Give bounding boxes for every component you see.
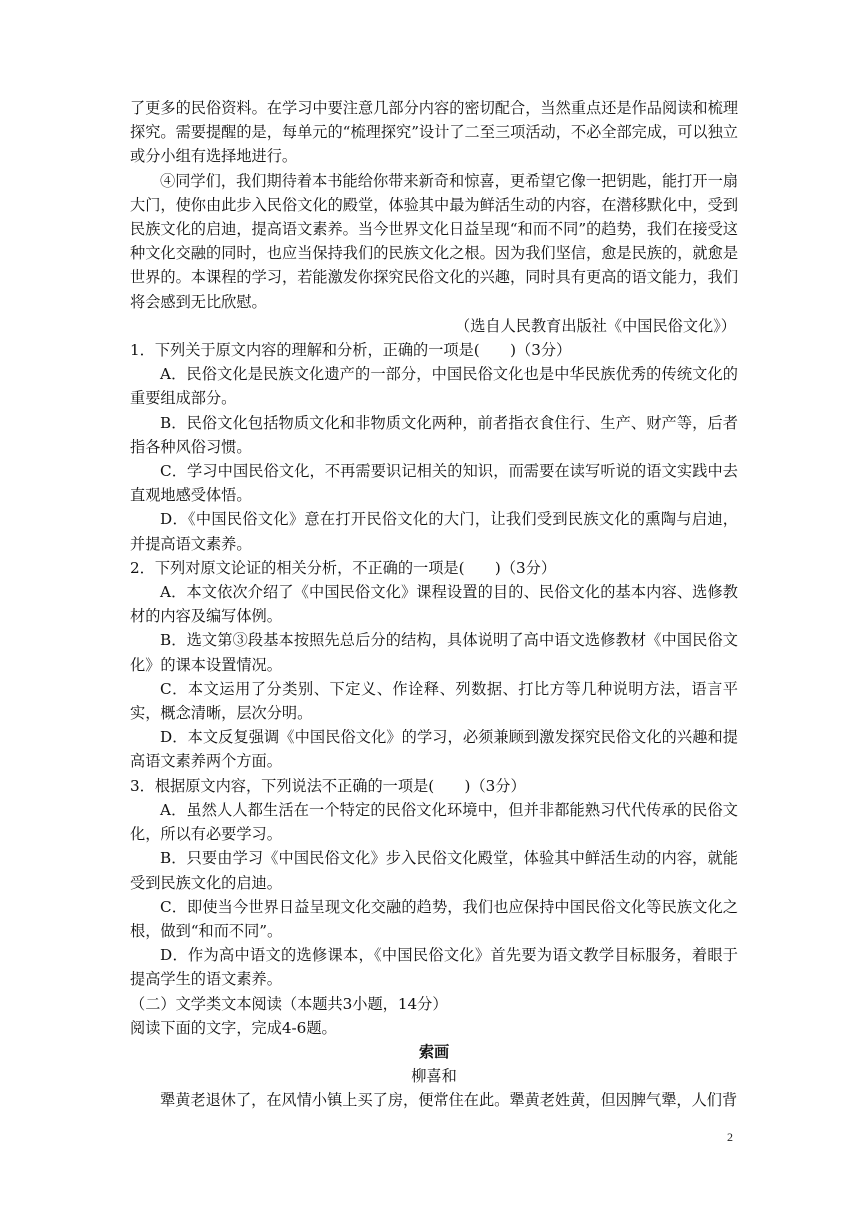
section-2-instruction: 阅读下面的文字，完成4-6题。 bbox=[130, 1018, 337, 1037]
source-citation: （选自人民教育出版社《中国民俗文化》） bbox=[455, 316, 736, 335]
question-1-option-b: B．民俗文化包括物质文化和非物质文化两种，前者指衣食住行、生产、财产等，后者指各种风俗习惯。 bbox=[130, 413, 738, 456]
question-3-option-c: C．即使当今世界日益呈现文化交融的趋势，我们也应保持中国民俗文化等民族文化之根，做到“和而不同”。 bbox=[130, 897, 738, 940]
question-2-option-d: D．本文反复强调《中国民俗文化》的学习，必须兼顾到激发探究民俗文化的兴趣和提高语文素养两个方面。 bbox=[130, 728, 738, 771]
question-1-option-a: A．民俗文化是民族文化遗产的一部分，中国民俗文化也是中华民族优秀的传统文化的重要组成部分。 bbox=[130, 365, 738, 408]
page-content bbox=[130, 96, 738, 1113]
paragraph-4: ④同学们，我们期待着本书能给你带来新奇和惊喜，更希望它像一把钥匙，能打开一扇大门，使你由此步入民俗文化的殿堂，体验其中最为鲜活生动的内容，在潜移默化中，受到民族文化的启迪，提高语文素养。当今世界文化日益呈现“和而不同”的趋势，我们在接受这种文化交融的同时，也应当保持我们的民族文化之根。因为我们坚信，愈是民族的，就愈是世界的。本课程的学习，若能激发你探究民俗文化的兴趣，同时具有更高的语文能力，我们将会感到无比欣慰。 bbox=[130, 171, 738, 311]
question-2-option-c: C．本文运用了分类别、下定义、作诠释、列数据、打比方等几种说明方法，语言平实，概念清晰，层次分明。 bbox=[130, 679, 738, 723]
question-1-stem: 1．下列关于原文内容的理解和分析，正确的一项是( )（3分） bbox=[130, 341, 572, 360]
story-title: 索画 bbox=[418, 1042, 450, 1061]
question-3-option-b: B．只要由学习《中国民俗文化》步入民俗文化殿堂，体验其中鲜活生动的内容，就能受到民族文化的启迪。 bbox=[130, 849, 738, 892]
question-3-option-a: A．虽然人人都生活在一个特定的民俗文化环境中，但并非都能熟习代代传承的民俗文化，所以有必要学习。 bbox=[130, 800, 738, 844]
question-3-stem: 3．根据原文内容，下列说法不正确的一项是( )（3分） bbox=[130, 776, 526, 795]
question-1-option-c: C．学习中国民俗文化，不再需要识记相关的知识，而需要在读写听说的语文实践中去直观地感受体悟。 bbox=[130, 462, 738, 505]
paragraph-3-end: 了更多的民俗资料。在学习中要注意几部分内容的密切配合，当然重点还是作品阅读和梳理探究。需要提醒的是，每单元的“梳理探究”设计了二至三项活动，不必全部完成，可以独立或分小组有选择地进行。 bbox=[130, 99, 738, 166]
question-2-stem: 2．下列对原文论证的相关分析，不正确的一项是( )（3分） bbox=[130, 558, 557, 577]
question-1-option-d: D．《中国民俗文化》意在打开民俗文化的大门，让我们受到民族文化的熏陶与启迪，并提高语文素养。 bbox=[130, 510, 738, 553]
question-2-option-b: B．选文第③段基本按照先总后分的结构，具体说明了高中语文选修教材《中国民俗文化》的课本设置情况。 bbox=[130, 631, 738, 674]
question-3-option-d: D．作为高中语文的选修课本，《中国民俗文化》首先要为语文教学目标服务，着眼于提高学生的语文素养。 bbox=[130, 946, 738, 989]
story-first-paragraph: 犟黄老退休了，在风情小镇上买了房，便常住在此。犟黄老姓黄，但因脾气犟，人们背 bbox=[160, 1091, 738, 1110]
section-2-heading: （二）文学类文本阅读（本题共3小题，14分） bbox=[130, 994, 448, 1013]
question-2-option-a: A．本文依次介绍了《中国民俗文化》课程设置的目的、民俗文化的基本内容、选修教材的内容及编写体例。 bbox=[130, 583, 738, 626]
page-number: 2 bbox=[727, 1130, 733, 1144]
story-author: 柳喜和 bbox=[411, 1067, 457, 1086]
